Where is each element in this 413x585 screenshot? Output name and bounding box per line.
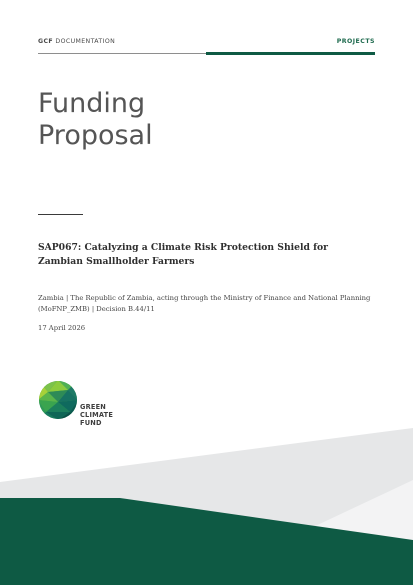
title-divider (38, 214, 83, 215)
page-title-line-2: Proposal (38, 120, 153, 151)
header-divider-grey (38, 53, 206, 54)
page-title-line-1: Funding (38, 88, 146, 119)
document-date: 17 April 2026 (38, 324, 86, 332)
logo-line-1: GREEN (80, 403, 107, 411)
header-projects-label: PROJECTS (336, 38, 375, 45)
bottom-decorative-band (0, 420, 413, 585)
project-title: SAP067: Catalyzing a Climate Risk Protection Shield for Zambian Smallholder Farmers (38, 242, 328, 267)
header-gcf-label: GCF (38, 38, 54, 45)
logo-line-3: FUND (80, 419, 102, 428)
header-documentation-text: DOCUMENTATION (53, 38, 116, 45)
logo-line-2: CLIMATE (80, 411, 114, 420)
project-meta: Zambia | The Republic of Zambia, acting through the Ministry of Finance and National Planning (MoFNP_ZMB) | Decision B.44/11 (38, 294, 371, 313)
gcf-globe-logo-icon (38, 380, 78, 420)
header-divider-green (206, 52, 375, 55)
header-documentation-label (38, 38, 115, 45)
page-title (38, 88, 153, 152)
